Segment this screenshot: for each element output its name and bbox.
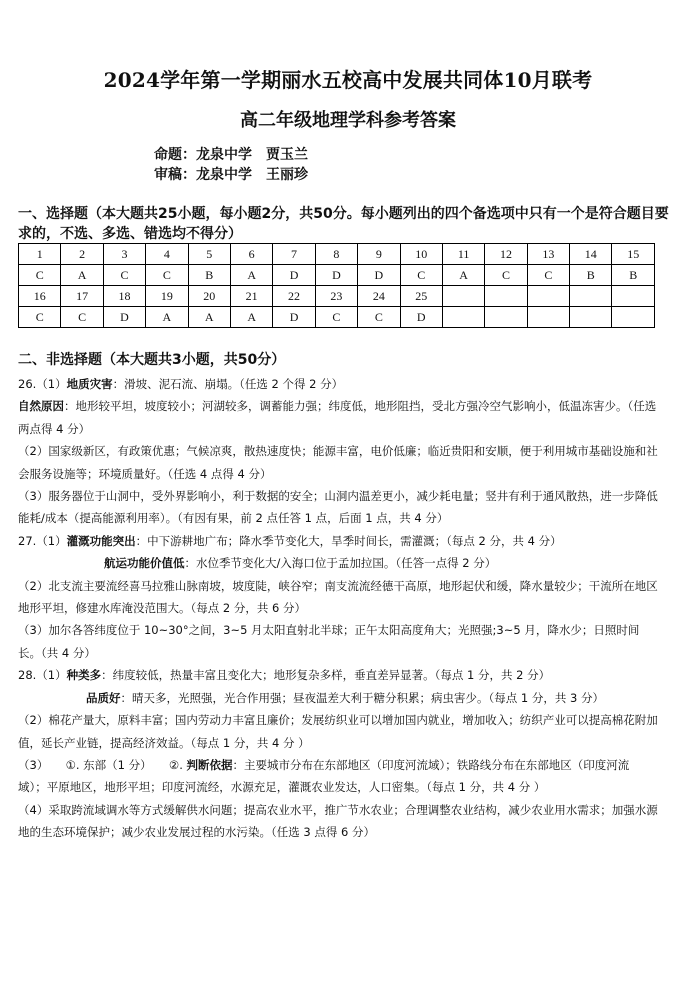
question-number: 25 — [400, 286, 442, 307]
answer-cell: D — [315, 265, 357, 286]
q27-part1 — [18, 530, 658, 552]
answer-cell: D — [400, 307, 442, 328]
q26-part2: （2）国家级新区，有政策优惠；气候凉爽，散热速度快；能源丰富，电价低廉；临近贵阳和安顺，便于利用城市基础设施和社会服务设施等；环境质量好。（任选 4 点得 4 分） — [18, 444, 658, 481]
section2-body — [18, 373, 658, 844]
answer-table — [18, 243, 655, 328]
answer-cell: C — [103, 265, 145, 286]
answer-cell: A — [146, 307, 188, 328]
q27-navigation — [18, 552, 658, 574]
empty-cell — [442, 286, 484, 307]
answer-cell: C — [19, 265, 61, 286]
question-number: 8 — [315, 244, 357, 265]
answer-cell: C — [146, 265, 188, 286]
answer-cell: A — [61, 265, 103, 286]
q26-part1 — [18, 373, 658, 395]
question-number: 11 — [442, 244, 484, 265]
empty-cell — [485, 286, 527, 307]
q28-part3-label: 判断依据 — [186, 757, 233, 772]
question-number: 4 — [146, 244, 188, 265]
q28-label: 种类多 — [66, 668, 102, 683]
question-number: 21 — [230, 286, 272, 307]
answer-cell: B — [570, 265, 612, 286]
q28-quality — [18, 687, 658, 709]
question-number: 17 — [61, 286, 103, 307]
answer-cell: A — [230, 265, 272, 286]
document-subtitle: 高二年级地理学科参考答案 — [240, 110, 456, 131]
question-number: 14 — [570, 244, 612, 265]
q28-quality-label: 品质好 — [86, 690, 121, 705]
q26-natural-label: 自然原因 — [18, 399, 64, 414]
q27-label: 灌溉功能突出 — [66, 533, 136, 548]
question-number: 1 — [19, 244, 61, 265]
answer-cell: D — [358, 265, 400, 286]
question-number: 16 — [19, 286, 61, 307]
answer-cell: C — [315, 307, 357, 328]
question-number: 19 — [146, 286, 188, 307]
question-number: 20 — [188, 286, 230, 307]
answer-cell: A — [188, 307, 230, 328]
question-number: 10 — [400, 244, 442, 265]
empty-cell — [527, 286, 569, 307]
answer-cell: C — [400, 265, 442, 286]
empty-cell — [570, 286, 612, 307]
answer-cell: D — [103, 307, 145, 328]
question-number: 24 — [358, 286, 400, 307]
answer-cell: D — [273, 307, 315, 328]
answer-cell: C — [19, 307, 61, 328]
question-number: 9 — [358, 244, 400, 265]
question-number: 18 — [103, 286, 145, 307]
q28-quality-text: ：晴天多，光照强，光合作用强；昼夜温差大利于糖分积累；病虫害少。（每点 1 分，共 3 分） — [120, 690, 605, 705]
q28-prefix: 28.（1） — [18, 668, 67, 683]
q26-part3: （3）服务器位于山洞中，受外界影响小，利于数据的安全；山洞内温差更小，减少耗电量；竖井有利于通风散热，进一步降低能耗/成本（提高能源利用率）。（有因有果，前 2 点任答 1 点，后面 1 点，共 4 分） — [18, 489, 658, 526]
q26-label: 地质灾害 — [66, 377, 113, 391]
q27-text: ：中下游耕地广布；降水季节变化大，旱季时间长，需灌溉；（每点 2 分，共 4 分） — [135, 533, 562, 548]
answer-cell: A — [442, 265, 484, 286]
q27-nav-text: ：水位季节变化大/入海口位于孟加拉国。（任答一点得 2 分） — [184, 556, 497, 571]
q28-part3-text: ：主要城市分布在东部地区（印度河流域）；铁路线分布在东部地区（印度河流域）；平原地区，地形平坦；印度河流经，水源充足，灌溉农业发达，人口密集。（每点 1 分，共 4 分 ） — [18, 757, 630, 795]
proposer-line: 命题：龙泉中学 贾玉兰 — [154, 147, 308, 163]
answer-cell: B — [188, 265, 230, 286]
question-number: 2 — [61, 244, 103, 265]
answer-row-letters-1 — [19, 265, 655, 286]
answer-cell: C — [485, 265, 527, 286]
q26-text: ：滑坡、泥石流、崩塌。（任选 2 个得 2 分） — [112, 377, 344, 391]
reviewer-line: 审稿：龙泉中学 王丽珍 — [154, 167, 308, 183]
q28-text: ：纬度较低，热量丰富且变化大；地形复杂多样，垂直差异显著。（每点 1 分，共 2 分） — [101, 668, 551, 683]
q27-prefix: 27.（1） — [18, 533, 67, 548]
question-number: 7 — [273, 244, 315, 265]
q28-part3 — [18, 754, 658, 799]
question-number: 3 — [103, 244, 145, 265]
empty-cell — [612, 307, 655, 328]
section1-heading: 一、选择题（本大题共25小题，每小题2分，共50分。每小题列出的四个备选项中只有一个是符合题目要求的，不选、多选、错选均不得分） — [18, 206, 669, 242]
answer-cell: C — [527, 265, 569, 286]
answer-cell: C — [358, 307, 400, 328]
answer-row-numbers-1 — [19, 244, 655, 265]
empty-cell — [485, 307, 527, 328]
empty-cell — [527, 307, 569, 328]
q28-part3-lead: （3） ①. 东部（1 分） ②. — [18, 757, 187, 772]
q28-part4: （4）采取跨流域调水等方式缓解供水问题；提高农业水平，推广节水农业；合理调整农业结构，减少农业用水需求；加强水源地的生态环境保护；减少农业发展过程的水污染。（任选 3 点得 6 分） — [18, 802, 658, 840]
section2-heading: 二、非选择题（本大题共3小题，共50分） — [18, 352, 286, 368]
answer-cell: C — [61, 307, 103, 328]
document-title: 2024学年第一学期丽水五校高中发展共同体10月联考 — [103, 68, 593, 92]
question-number: 15 — [612, 244, 655, 265]
question-number: 6 — [230, 244, 272, 265]
q26-prefix: 26.（1） — [18, 377, 67, 391]
answer-cell: D — [273, 265, 315, 286]
q27-nav-label: 航运功能价值低 — [104, 556, 185, 571]
empty-cell — [442, 307, 484, 328]
q26-natural-causes — [18, 395, 658, 440]
empty-cell — [570, 307, 612, 328]
question-number: 22 — [273, 286, 315, 307]
answer-cell: B — [612, 265, 655, 286]
answer-row-numbers-2 — [19, 286, 655, 307]
empty-cell — [612, 286, 655, 307]
q28-part1 — [18, 664, 658, 686]
answer-row-letters-2 — [19, 307, 655, 328]
question-number: 5 — [188, 244, 230, 265]
q28-part2: （2）棉花产量大，原料丰富；国内劳动力丰富且廉价；发展纺织业可以增加国内就业，增加收入；纺织产业可以提高棉花附加值，延长产业链，提高经济效益。（每点 1 分，共 4 分 ） — [18, 713, 658, 750]
question-number: 12 — [485, 244, 527, 265]
question-number: 13 — [527, 244, 569, 265]
q27-part2: （2）北支流主要流经喜马拉雅山脉南坡，坡度陡，峡谷窄；南支流流经德干高原，地形起伏和缓，降水量较少；干流所在地区地形平坦，修建水库淹没范围大。（每点 2 分，共 6 分） — [18, 578, 658, 616]
q26-natural-text: ：地形较平坦，坡度较小；河湖较多，调蓄能力强；纬度低，地形阻挡，受北方强冷空气影响小，低温冻害少。（任选两点得 4 分） — [18, 399, 657, 436]
answer-cell: A — [230, 307, 272, 328]
question-number: 23 — [315, 286, 357, 307]
q27-part3: （3）加尔各答纬度位于 10~30°之间，3~5 月太阳直射北半球；正午太阳高度角大；光照强;3~5 月，降水少；日照时间长。（共 4 分） — [18, 623, 640, 660]
